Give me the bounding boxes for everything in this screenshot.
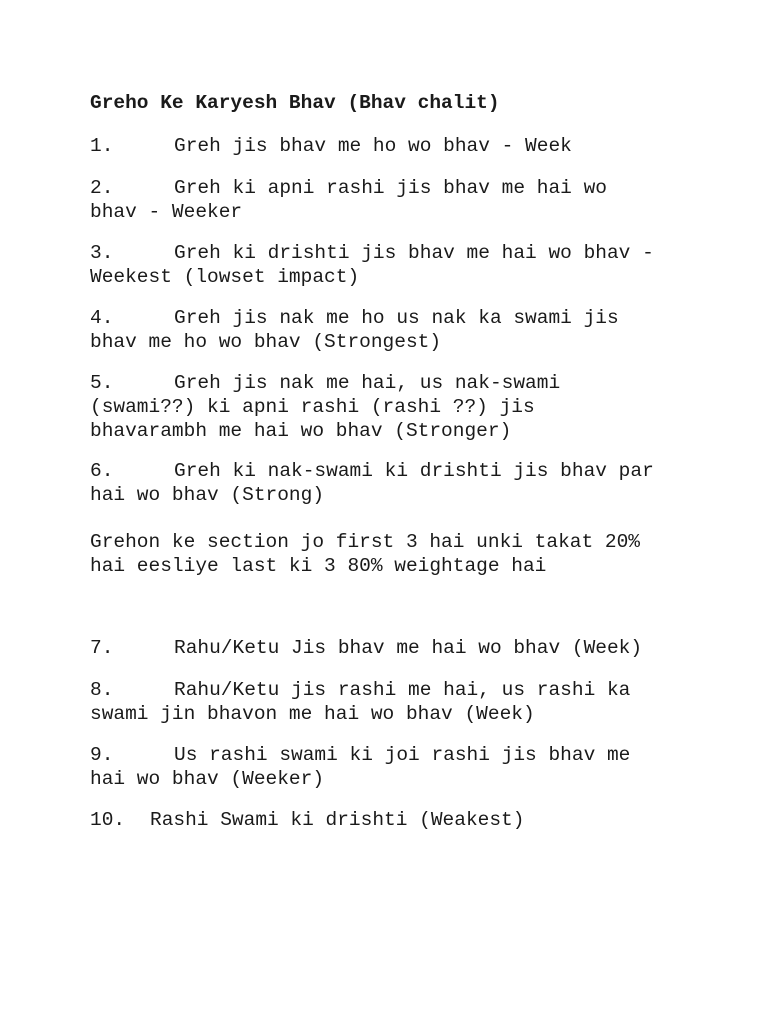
item-line: Rahu/Ketu Jis bhav me hai wo bhav (Week) <box>174 637 643 659</box>
item-line: bhav me ho wo bhav (Strongest) <box>90 331 442 353</box>
item-number: 3. <box>90 242 114 264</box>
item-number: 5. <box>90 372 114 394</box>
list-item <box>90 678 690 726</box>
item-line: swami jin bhavon me hai wo bhav (Week) <box>90 703 535 725</box>
item-number: 7. <box>90 637 114 659</box>
item-line: Greh ki nak-swami ki drishti jis bhav par <box>174 460 654 482</box>
item-line: Greh jis nak me hai, us nak-swami <box>174 372 561 394</box>
list-item <box>90 176 690 224</box>
list-item <box>90 306 690 354</box>
item-line: Us rashi swami ki joi rashi jis bhav me <box>174 744 631 766</box>
item-number: 8. <box>90 679 114 701</box>
item-line: bhav - Weeker <box>90 201 243 223</box>
list-item <box>90 636 690 660</box>
item-line: Greh ki apni rashi jis bhav me hai wo <box>174 177 607 199</box>
item-number: 6. <box>90 460 114 482</box>
item-line: hai wo bhav (Weeker) <box>90 768 325 790</box>
page-title: Greho Ke Karyesh Bhav (Bhav chalit) <box>90 92 500 114</box>
list-item <box>90 808 690 832</box>
item-line: Greh ki drishti jis bhav me hai wo bhav - <box>174 242 654 264</box>
item-line: hai wo bhav (Strong) <box>90 484 325 506</box>
list-item <box>90 371 690 443</box>
item-number: 4. <box>90 307 114 329</box>
item-number: 10. <box>90 809 126 831</box>
item-line: Weekest (lowset impact) <box>90 266 360 288</box>
list-item <box>90 241 690 289</box>
list-item <box>90 459 690 507</box>
note-line: Grehon ke section jo first 3 hai unki takat 20% <box>90 531 640 553</box>
item-line: bhavarambh me hai wo bhav (Stronger) <box>90 420 512 442</box>
item-number: 9. <box>90 744 114 766</box>
note-paragraph <box>90 530 690 578</box>
item-line: Rahu/Ketu jis rashi me hai, us rashi ka <box>174 679 631 701</box>
list-item <box>90 743 690 791</box>
note-line: hai eesliye last ki 3 80% weightage hai <box>90 555 547 577</box>
item-line: (swami??) ki apni rashi (rashi ??) jis <box>90 396 535 418</box>
item-line: Rashi Swami ki drishti (Weakest) <box>150 809 525 831</box>
item-number: 2. <box>90 177 114 199</box>
item-line: Greh jis nak me ho us nak ka swami jis <box>174 307 619 329</box>
item-line: Greh jis bhav me ho wo bhav - Week <box>174 135 572 157</box>
item-number: 1. <box>90 135 114 157</box>
list-item <box>90 134 690 158</box>
